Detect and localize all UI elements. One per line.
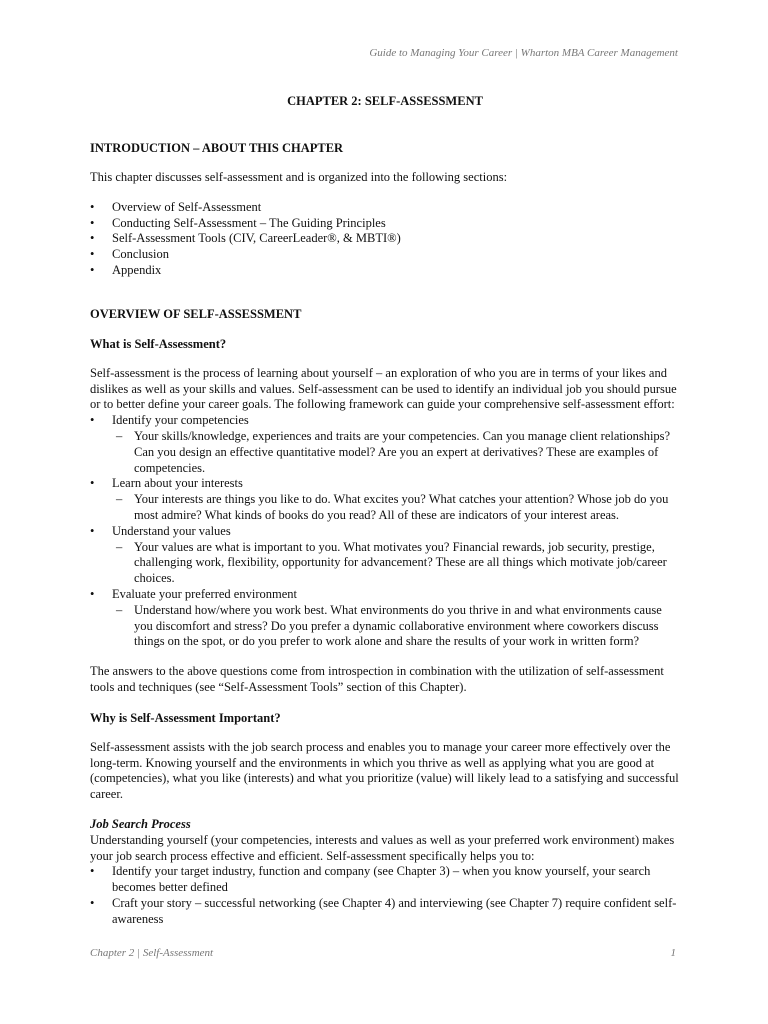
framework-label: Identify your competencies: [112, 413, 249, 428]
overview-heading: OVERVIEW OF SELF-ASSESSMENT: [90, 306, 302, 321]
running-header: Guide to Managing Your Career | Wharton MBA Career Management: [369, 47, 678, 59]
framework-item: [90, 587, 680, 650]
framework-item: [90, 413, 680, 476]
why-heading: Why is Self-Assessment Important?: [90, 710, 281, 725]
answers-text: The answers to the above questions come from introspection in combination with the utilization of self-assessment tools and techniques (see “Self-Assessment Tools” section of this Chapter).: [90, 664, 664, 694]
intro-heading: INTRODUCTION – ABOUT THIS CHAPTER: [90, 141, 344, 155]
job-search-item: • Craft your story – successful networking (see Chapter 4) and interviewing (see Chapter 7) require confident self-awareness: [90, 896, 680, 928]
section-item: • Conclusion: [90, 247, 680, 263]
job-search-list: [90, 864, 680, 927]
job-search-text: Understanding yourself (your competencies, interests and values as well as your preferred work environment) makes your job search process effective and efficient. Self-assessment specifically helps you to:: [90, 832, 675, 863]
job-search-item: • Identify your target industry, function and company (see Chapter 3) – when you know yourself, your search becomes better defined: [90, 864, 680, 896]
framework-item: [90, 476, 680, 523]
framework-label: Understand your values: [112, 523, 231, 538]
section-item: • Self-Assessment Tools (CIV, CareerLeader®, & MBTI®): [90, 231, 680, 247]
what-heading: What is Self-Assessment?: [90, 336, 227, 351]
footer-chapter-label: Chapter 2 | Self-Assessment: [90, 947, 214, 959]
chapter-title: CHAPTER 2: SELF-ASSESSMENT: [287, 94, 483, 108]
job-search-heading: Job Search Process: [90, 816, 191, 831]
section-item: • Appendix: [90, 263, 680, 279]
why-text: Self-assessment assists with the job search process and enables you to manage your career more effectively over the long-term. Knowing yourself and the environments in which you thrive as well as applying what you are good at (competencies), what you like (interests) and what you prioritize (value) will likely lead to a satisfying and successful career.: [90, 739, 679, 802]
framework-item: [90, 524, 680, 587]
section-item: • Conducting Self-Assessment – The Guiding Principles: [90, 216, 680, 232]
framework-list: [90, 413, 680, 650]
what-text: Self-assessment is the process of learning about yourself – an exploration of who you are in terms of your likes and dislikes as well as your skills and values. Self-assessment can be used to identify an individual job you should pursue or to better define your career goals. The following framework can guide your comprehensive self-assessment effort:: [90, 365, 677, 412]
framework-label: Evaluate your preferred environment: [112, 586, 297, 601]
framework-label: Learn about your interests: [112, 476, 243, 491]
intro-text: This chapter discusses self-assessment and is organized into the following sections:: [90, 170, 508, 184]
section-list: [90, 200, 680, 279]
framework-detail: – Your interests are things you like to do. What excites you? What catches your attention? Whose job do you most admire? What kinds of books do you read? All of these are indicators of your interest areas.: [112, 492, 680, 524]
section-item: • Overview of Self-Assessment: [90, 200, 680, 216]
framework-detail: – Your skills/knowledge, experiences and traits are your competencies. Can you manage client relationships? Can you design an effective quantitative model? Are you an expert at derivatives? These are examples of competencies.: [112, 429, 680, 476]
framework-detail: – Understand how/where you work best. What environments do you thrive in and what environments cause you discomfort and stress? Do you prefer a dynamic collaborative environment where coworkers discuss things on the spot, or do you prefer to work alone and share the results of your work in written form?: [112, 603, 680, 650]
footer-page-number: 1: [670, 947, 676, 959]
page-content: [90, 93, 680, 927]
framework-detail: – Your values are what is important to you. What motivates you? Financial rewards, job security, prestige, challenging work, flexibility, opportunity for advancement? These are all things which motivate job/career choices.: [112, 540, 680, 587]
